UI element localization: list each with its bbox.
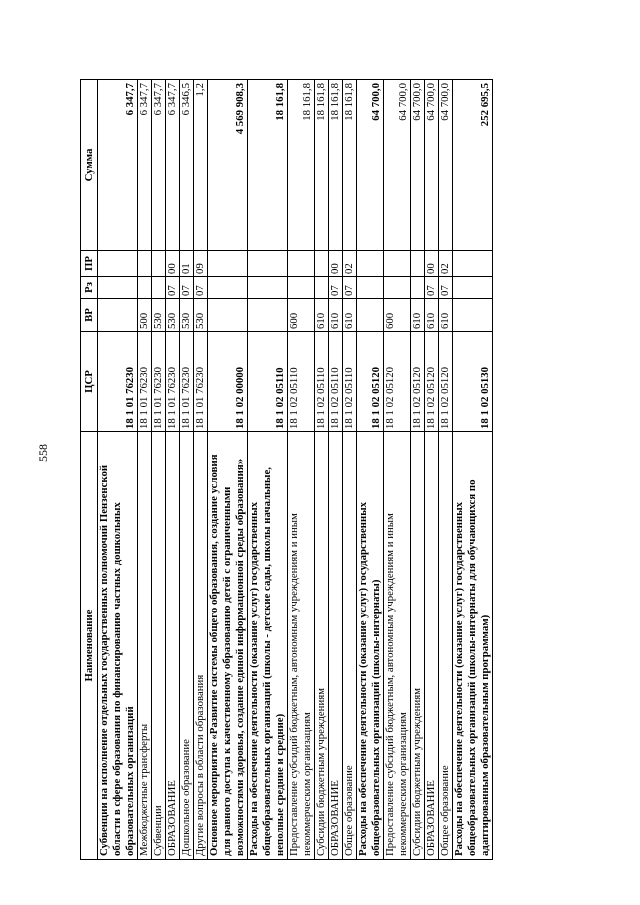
cell-name: Расходы на обеспечение деятельности (оказание услуг) государственных общеобразовательных организаций (школы-интернаты для обучающихся по адаптированным образовательным программам) bbox=[453, 432, 493, 860]
cell-vr: 610 bbox=[439, 299, 453, 332]
cell-vr: 610 bbox=[411, 299, 425, 332]
cell-rz bbox=[152, 277, 166, 299]
table-row bbox=[329, 80, 343, 860]
table-row bbox=[439, 80, 453, 860]
cell-csr: 18 1 01 76230 bbox=[194, 332, 208, 432]
table-row bbox=[384, 80, 411, 860]
cell-rz: 07 bbox=[194, 277, 208, 299]
header-pr: ПР bbox=[81, 251, 98, 277]
table-row bbox=[166, 80, 180, 860]
header-name: Наименование bbox=[81, 432, 98, 860]
cell-name: Основное мероприятие «Развитие системы общего образования, создание условия для равного доступа к качественному образованию детей с ограниченными возможностями здоровья, создание единой информационной среды образования» bbox=[208, 432, 248, 860]
cell-vr bbox=[208, 299, 248, 332]
cell-pr: 00 bbox=[329, 251, 343, 277]
table-row bbox=[425, 80, 439, 860]
table-row bbox=[208, 80, 248, 860]
cell-pr bbox=[453, 251, 493, 277]
cell-sum: 1,2 bbox=[194, 80, 208, 251]
table-row bbox=[315, 80, 329, 860]
cell-pr bbox=[98, 251, 138, 277]
cell-csr: 18 1 02 05120 bbox=[411, 332, 425, 432]
cell-pr bbox=[315, 251, 329, 277]
budget-table bbox=[80, 79, 493, 860]
cell-rz: 07 bbox=[425, 277, 439, 299]
cell-vr: 500 bbox=[138, 299, 152, 332]
cell-name: Дошкольное образование bbox=[180, 432, 194, 860]
cell-csr: 18 1 02 05120 bbox=[357, 332, 384, 432]
cell-pr bbox=[248, 251, 288, 277]
cell-csr: 18 1 02 05110 bbox=[315, 332, 329, 432]
cell-pr: 01 bbox=[180, 251, 194, 277]
cell-pr: 00 bbox=[166, 251, 180, 277]
cell-pr: 02 bbox=[439, 251, 453, 277]
cell-csr: 18 1 01 76230 bbox=[180, 332, 194, 432]
table-row bbox=[453, 80, 493, 860]
cell-pr bbox=[384, 251, 411, 277]
cell-vr bbox=[453, 299, 493, 332]
table-row bbox=[194, 80, 208, 860]
cell-rz bbox=[411, 277, 425, 299]
table-row bbox=[138, 80, 152, 860]
cell-csr: 18 1 02 05110 bbox=[288, 332, 315, 432]
cell-csr: 18 1 01 76230 bbox=[138, 332, 152, 432]
cell-vr: 600 bbox=[288, 299, 315, 332]
cell-name: Субсидии бюджетным учреждениям bbox=[411, 432, 425, 860]
cell-name: ОБРАЗОВАНИЕ bbox=[329, 432, 343, 860]
table-row bbox=[343, 80, 357, 860]
cell-sum: 4 569 908,3 bbox=[208, 80, 248, 251]
cell-vr bbox=[98, 299, 138, 332]
cell-csr: 18 1 01 76230 bbox=[98, 332, 138, 432]
cell-pr bbox=[152, 251, 166, 277]
cell-vr: 610 bbox=[343, 299, 357, 332]
cell-sum: 64 700,0 bbox=[425, 80, 439, 251]
cell-sum: 64 700,0 bbox=[439, 80, 453, 251]
table-header-row bbox=[81, 80, 98, 860]
cell-csr: 18 1 02 05110 bbox=[248, 332, 288, 432]
cell-name: ОБРАЗОВАНИЕ bbox=[425, 432, 439, 860]
cell-sum: 6 347,7 bbox=[138, 80, 152, 251]
cell-csr: 18 1 02 05110 bbox=[343, 332, 357, 432]
cell-sum: 64 700,0 bbox=[384, 80, 411, 251]
header-vr: ВР bbox=[81, 299, 98, 332]
cell-csr: 18 1 01 76230 bbox=[166, 332, 180, 432]
cell-rz bbox=[357, 277, 384, 299]
cell-pr bbox=[411, 251, 425, 277]
cell-vr: 530 bbox=[194, 299, 208, 332]
cell-name: Предоставление субсидий бюджетным, автономным учреждениям и иным некоммерческим организациям bbox=[288, 432, 315, 860]
table-row bbox=[152, 80, 166, 860]
table-row bbox=[180, 80, 194, 860]
cell-name: Расходы на обеспечение деятельности (оказание услуг) государственных общеобразовательных организаций (школы - детские сады, школы начальные, неполные средние и средние) bbox=[248, 432, 288, 860]
header-sum: Сумма bbox=[81, 80, 98, 251]
cell-rz: 07 bbox=[180, 277, 194, 299]
cell-pr: 02 bbox=[343, 251, 357, 277]
cell-pr bbox=[288, 251, 315, 277]
cell-vr: 530 bbox=[152, 299, 166, 332]
page-number: 558 bbox=[35, 444, 50, 462]
cell-rz: 07 bbox=[166, 277, 180, 299]
cell-rz bbox=[98, 277, 138, 299]
cell-name: Субвенции на исполнение отдельных государственных полномочий Пензенской области в сфере образования по финансированию частных дошкольных образовательных организаций bbox=[98, 432, 138, 860]
cell-vr: 600 bbox=[384, 299, 411, 332]
table-row bbox=[248, 80, 288, 860]
cell-csr: 18 1 02 05120 bbox=[384, 332, 411, 432]
cell-name: Субсидии бюджетным учреждениям bbox=[315, 432, 329, 860]
table-row bbox=[98, 80, 138, 860]
cell-rz bbox=[453, 277, 493, 299]
cell-rz: 07 bbox=[439, 277, 453, 299]
table-row bbox=[411, 80, 425, 860]
cell-rz bbox=[288, 277, 315, 299]
cell-sum: 6 346,5 bbox=[180, 80, 194, 251]
cell-vr: 530 bbox=[180, 299, 194, 332]
cell-sum: 252 695,5 bbox=[453, 80, 493, 251]
cell-sum: 18 161,8 bbox=[343, 80, 357, 251]
cell-sum: 64 700,0 bbox=[411, 80, 425, 251]
cell-name: ОБРАЗОВАНИЕ bbox=[166, 432, 180, 860]
cell-sum: 6 347,7 bbox=[166, 80, 180, 251]
cell-pr bbox=[138, 251, 152, 277]
cell-name: Межбюджетные трансферты bbox=[138, 432, 152, 860]
cell-pr bbox=[357, 251, 384, 277]
cell-vr: 530 bbox=[166, 299, 180, 332]
cell-name: Предоставление субсидий бюджетным, автономным учреждениям и иным некоммерческим организациям bbox=[384, 432, 411, 860]
cell-vr: 610 bbox=[329, 299, 343, 332]
cell-sum: 18 161,8 bbox=[288, 80, 315, 251]
cell-name: Расходы на обеспечение деятельности (оказание услуг) государственных общеобразовательных организаций (школы-интернаты) bbox=[357, 432, 384, 860]
cell-csr: 18 1 02 05130 bbox=[453, 332, 493, 432]
cell-sum: 6 347,7 bbox=[152, 80, 166, 251]
cell-pr bbox=[208, 251, 248, 277]
cell-vr: 610 bbox=[315, 299, 329, 332]
cell-rz bbox=[248, 277, 288, 299]
cell-name: Общее образование bbox=[343, 432, 357, 860]
cell-rz: 07 bbox=[329, 277, 343, 299]
cell-vr bbox=[248, 299, 288, 332]
cell-sum: 18 161,8 bbox=[329, 80, 343, 251]
cell-name: Субвенции bbox=[152, 432, 166, 860]
cell-csr: 18 1 02 05110 bbox=[329, 332, 343, 432]
cell-csr: 18 1 02 00000 bbox=[208, 332, 248, 432]
cell-name: Общее образование bbox=[439, 432, 453, 860]
cell-rz bbox=[208, 277, 248, 299]
header-rz: Рз bbox=[81, 277, 98, 299]
table-body bbox=[98, 80, 493, 860]
cell-sum: 64 700,0 bbox=[357, 80, 384, 251]
table-row bbox=[357, 80, 384, 860]
cell-rz bbox=[138, 277, 152, 299]
cell-sum: 6 347,7 bbox=[98, 80, 138, 251]
cell-rz bbox=[315, 277, 329, 299]
cell-rz: 07 bbox=[343, 277, 357, 299]
cell-pr: 09 bbox=[194, 251, 208, 277]
cell-vr bbox=[357, 299, 384, 332]
header-csr: ЦСР bbox=[81, 332, 98, 432]
budget-table-container bbox=[80, 80, 493, 860]
cell-vr: 610 bbox=[425, 299, 439, 332]
cell-sum: 18 161,8 bbox=[315, 80, 329, 251]
cell-csr: 18 1 01 76230 bbox=[152, 332, 166, 432]
cell-sum: 18 161,8 bbox=[248, 80, 288, 251]
cell-rz bbox=[384, 277, 411, 299]
cell-pr: 00 bbox=[425, 251, 439, 277]
cell-name: Другие вопросы в области образования bbox=[194, 432, 208, 860]
cell-csr: 18 1 02 05120 bbox=[439, 332, 453, 432]
table-row bbox=[288, 80, 315, 860]
cell-csr: 18 1 02 05120 bbox=[425, 332, 439, 432]
